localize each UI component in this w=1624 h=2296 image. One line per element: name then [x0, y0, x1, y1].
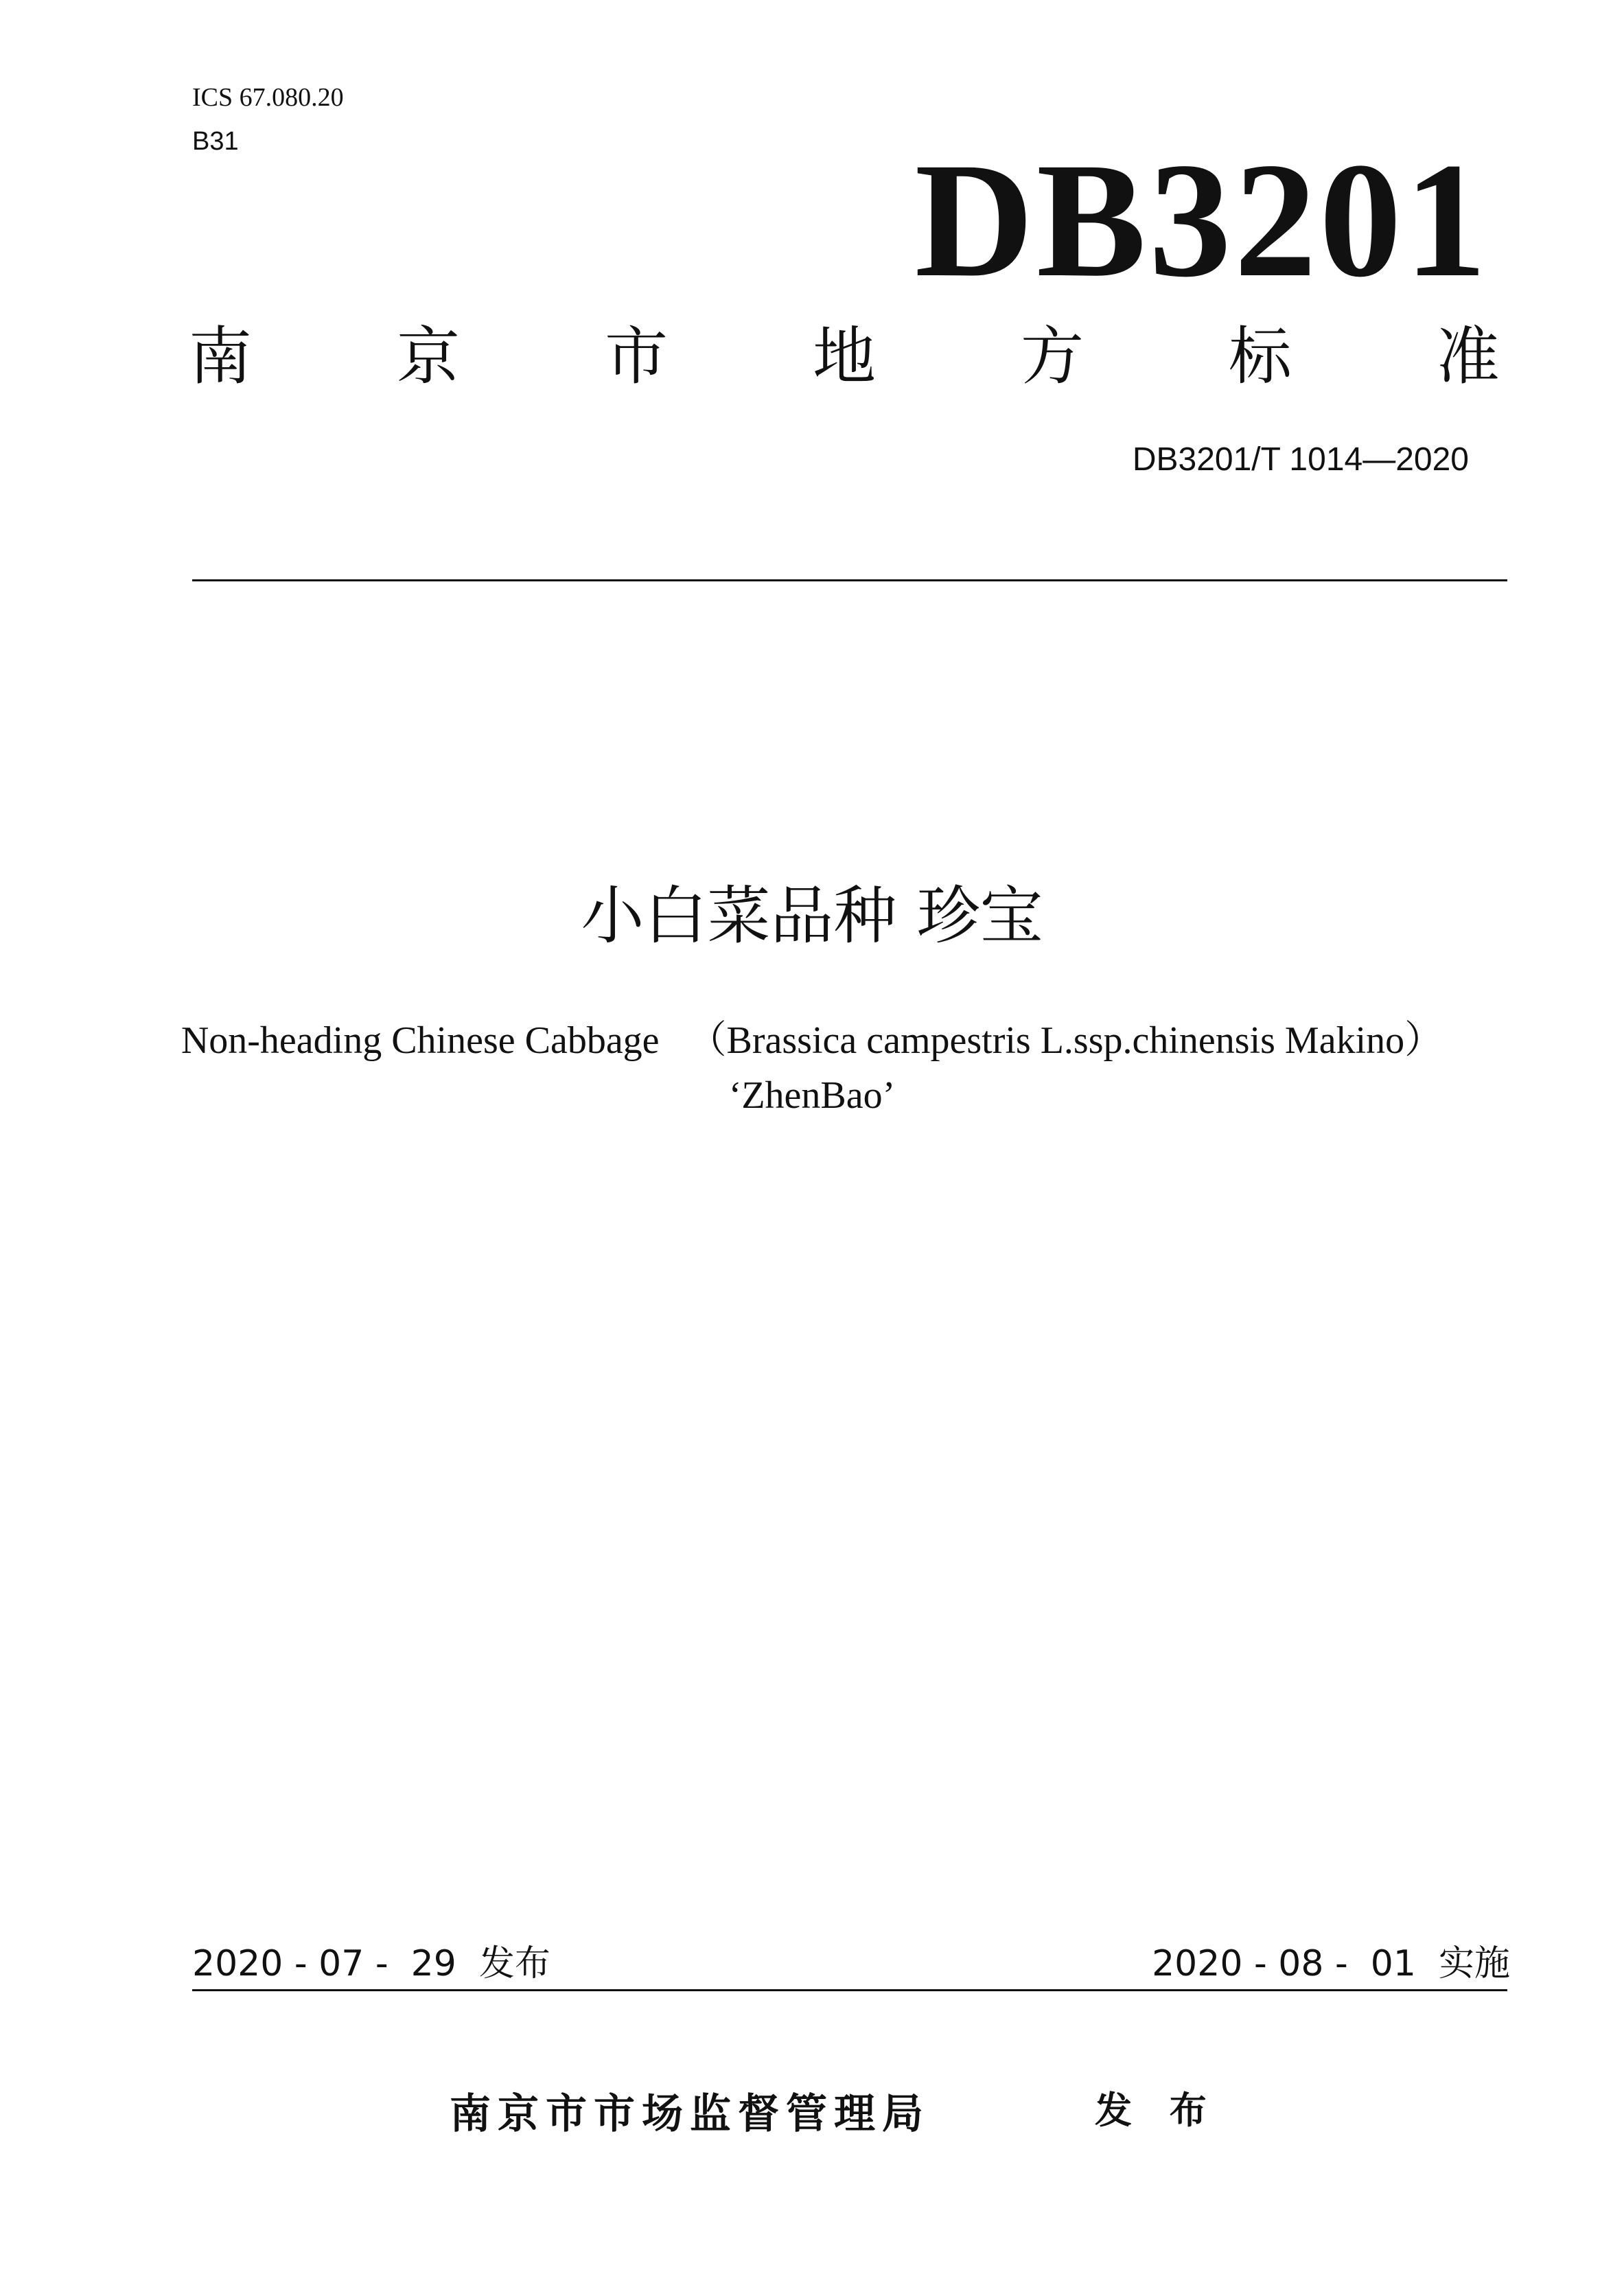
standard-logo: DB3201	[914, 128, 1489, 311]
header-divider	[192, 579, 1507, 581]
issuing-authority: 南京市市场监督管理局	[450, 2090, 930, 2138]
issuing-action: 发 布	[1095, 2089, 1219, 2132]
implementation-date: 2020 - 08 - 01 实施	[1152, 1943, 1510, 1984]
document-title-english-variety: ‘ZhenBao’	[728, 1074, 896, 1117]
document-title-english: Non-heading Chinese Cabbage （Brassica campestris L.ssp.chinensis Makino）	[181, 1019, 1443, 1062]
standard-type-char: 准	[1436, 320, 1500, 393]
standard-type-title	[189, 319, 1500, 395]
standard-type-char: 地	[812, 320, 876, 393]
document-title-chinese: 小白菜品种 珍宝	[581, 879, 1043, 953]
standard-type-char: 京	[396, 320, 460, 393]
standard-type-char: 方	[1020, 320, 1084, 393]
standard-type-char: 标	[1228, 320, 1292, 393]
ccs-code: B31	[192, 127, 239, 156]
issue-date: 2020 - 07 - 29 发布	[192, 1943, 550, 1984]
standard-number: DB3201/T 1014—2020	[1132, 441, 1469, 478]
standard-type-char: 南	[189, 320, 253, 393]
ics-code: ICS 67.080.20	[192, 83, 344, 112]
footer-divider	[192, 1989, 1507, 1991]
standard-type-char: 市	[604, 320, 668, 393]
